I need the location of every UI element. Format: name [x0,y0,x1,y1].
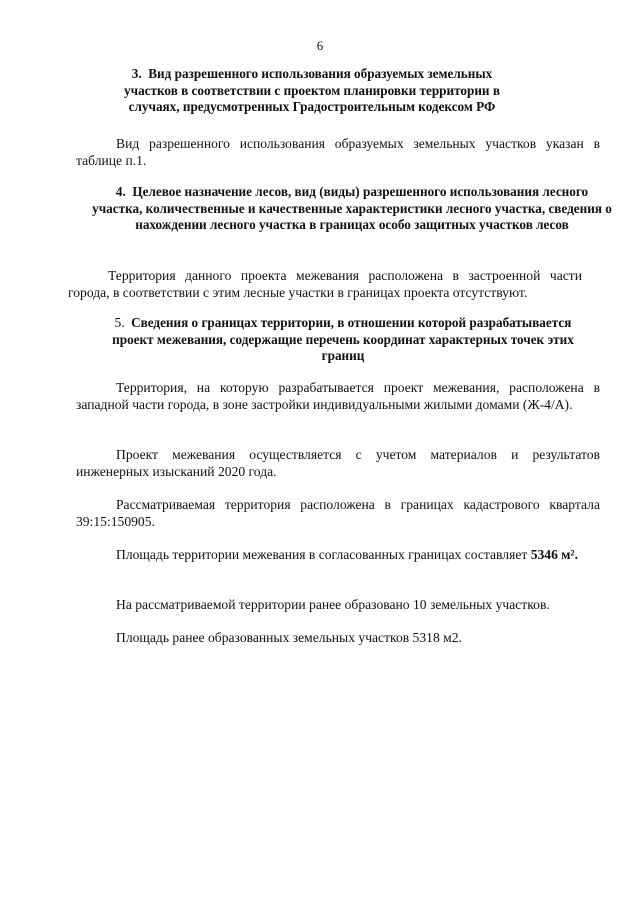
section-5-paragraph-5: На рассматриваемой территории ранее образовано 10 земельных участков. [116,597,550,612]
section-5-number: 5. [114,315,125,330]
section-3-text: Вид разрешенного использования образуемых земельных участков указан в таблице п.1. [76,136,600,168]
section-5-heading [103,315,583,365]
section-5-paragraph-4 [76,546,600,563]
page-number: 6 [316,38,324,53]
section-4-title: Целевое назначение лесов, вид (виды) разрешенного использования лесного участка, количественные и качественные характеристики лесного участка, сведения о нахождении лесного участка в границах особо защитных участков лесов [92,184,612,232]
section-5-paragraph-2: Проект межевания осуществляется с учетом материалов и результатов инженерных изысканий 2020 года. [76,447,600,479]
section-3-number: 3. [131,66,142,81]
section-4-heading [92,184,612,234]
section-5-title: Сведения о границах территории, в отношении которой разрабатывается проект межевания, содержащие перечень координат характерных точек этих границ [112,315,574,363]
section-3-title: Вид разрешенного использования образуемых земельных участков в соответствии с проектом планировки территории в случаях, предусмотренных Градостроительным кодексом РФ [124,66,500,114]
section-5-paragraph-3: Рассматриваемая территория расположена в границах кадастрового квартала 39:15:150905. [76,497,600,529]
section-5-paragraph-6: Площадь ранее образованных земельных участков 5318 м2. [116,630,462,645]
area-value: 5346 м². [530,547,579,562]
section-4-number: 4. [115,184,126,199]
area-text: Площадь территории межевания в согласованных границах составляет [116,547,528,562]
section-4-text: Территория данного проекта межевания расположена в застроенной части города, в соответствии с этим лесные участки в границах проекта отсутствуют. [68,268,582,300]
section-5-paragraph-1: Территория, на которую разрабатывается проект межевания, расположена в западной части города, в зоне застройки индивидуальными жилыми домами (Ж-4/А). [76,380,600,412]
section-3-heading [112,66,512,116]
